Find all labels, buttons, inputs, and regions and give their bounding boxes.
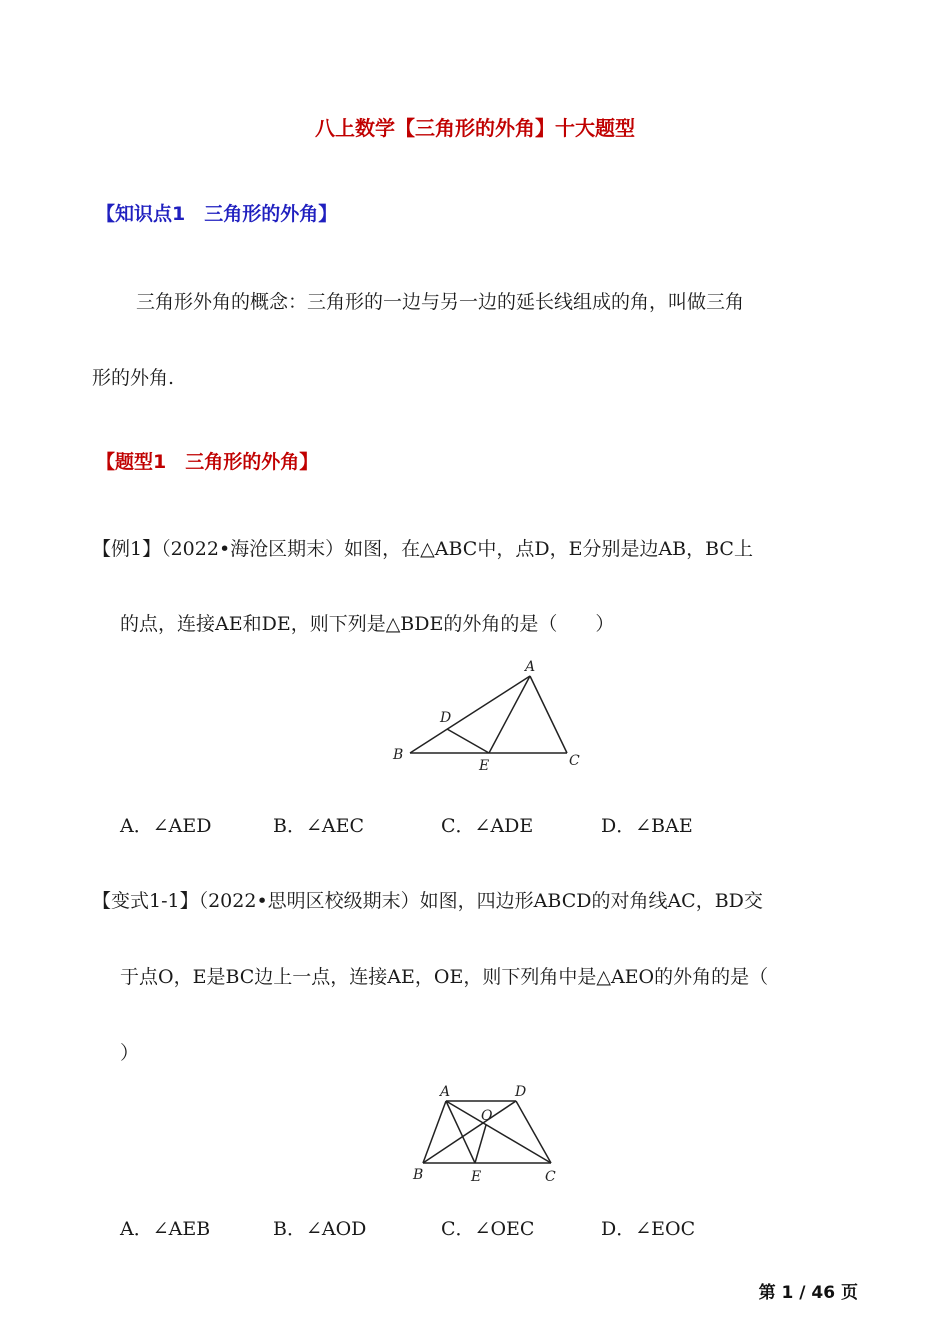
knowledge-heading: 【知识点1 三角形的外角】: [96, 203, 338, 225]
knowledge-text-line1: 三角形外角的概念：三角形的一边与另一边的延长线组成的角，叫做三角: [136, 291, 745, 313]
segment-ab: [423, 1101, 446, 1163]
variant1-1-option-a: A．∠AEB: [120, 1218, 211, 1240]
segment-bd: [423, 1101, 516, 1163]
variant1-1-text-line3: ）: [120, 1042, 140, 1064]
example1-option-b: B．∠AEC: [273, 815, 365, 837]
page-title: 八上数学【三角形的外角】十大题型: [315, 116, 635, 140]
label-d: D: [440, 710, 452, 726]
variant1-1-option-d: D．∠EOC: [601, 1218, 696, 1240]
variant1-1-option-c: C．∠OEC: [441, 1218, 535, 1240]
segment-ac: [446, 1101, 551, 1163]
example1-text-line1: 【例1】（2022•海沧区期末）如图，在△ABC中，点D，E分别是边AB，BC上: [92, 538, 753, 560]
example1-option-c: C．∠ADE: [441, 815, 534, 837]
segment-dc: [516, 1101, 551, 1163]
label-o: O: [481, 1108, 493, 1124]
example1-option-d: D．∠BAE: [601, 815, 693, 837]
label-a: A: [525, 659, 536, 675]
variant1-1-text-line2: 于点O，E是BC边上一点，连接AE，OE，则下列角中是△AEO的外角的是（: [120, 966, 769, 988]
type1-heading: 【题型1 三角形的外角】: [96, 451, 319, 473]
label-d: D: [515, 1084, 527, 1100]
label-b: B: [413, 1167, 424, 1183]
label-c: C: [545, 1169, 556, 1185]
example1-figure: [385, 652, 595, 777]
knowledge-text-line2: 形的外角.: [92, 367, 175, 389]
segment-oe: [475, 1125, 486, 1163]
label-e: E: [479, 758, 490, 774]
label-c: C: [569, 753, 580, 769]
variant1-1-figure: [405, 1078, 565, 1190]
label-a: A: [440, 1084, 451, 1100]
label-e: E: [471, 1169, 482, 1185]
segment-ac: [530, 676, 567, 753]
example1-text-line2: 的点，连接AE和DE，则下列是△BDE的外角的是（ ）: [120, 613, 615, 635]
label-b: B: [393, 747, 404, 763]
segment-de: [447, 729, 489, 753]
variant1-1-option-b: B．∠AOD: [273, 1218, 367, 1240]
variant1-1-text-line1: 【变式1-1】（2022•思明区校级期末）如图，四边形ABCD的对角线AC，BD交: [92, 890, 763, 912]
segment-ae: [489, 676, 530, 753]
page-number: 第 1 / 46 页: [758, 1283, 858, 1303]
example1-option-a: A．∠AED: [120, 815, 212, 837]
